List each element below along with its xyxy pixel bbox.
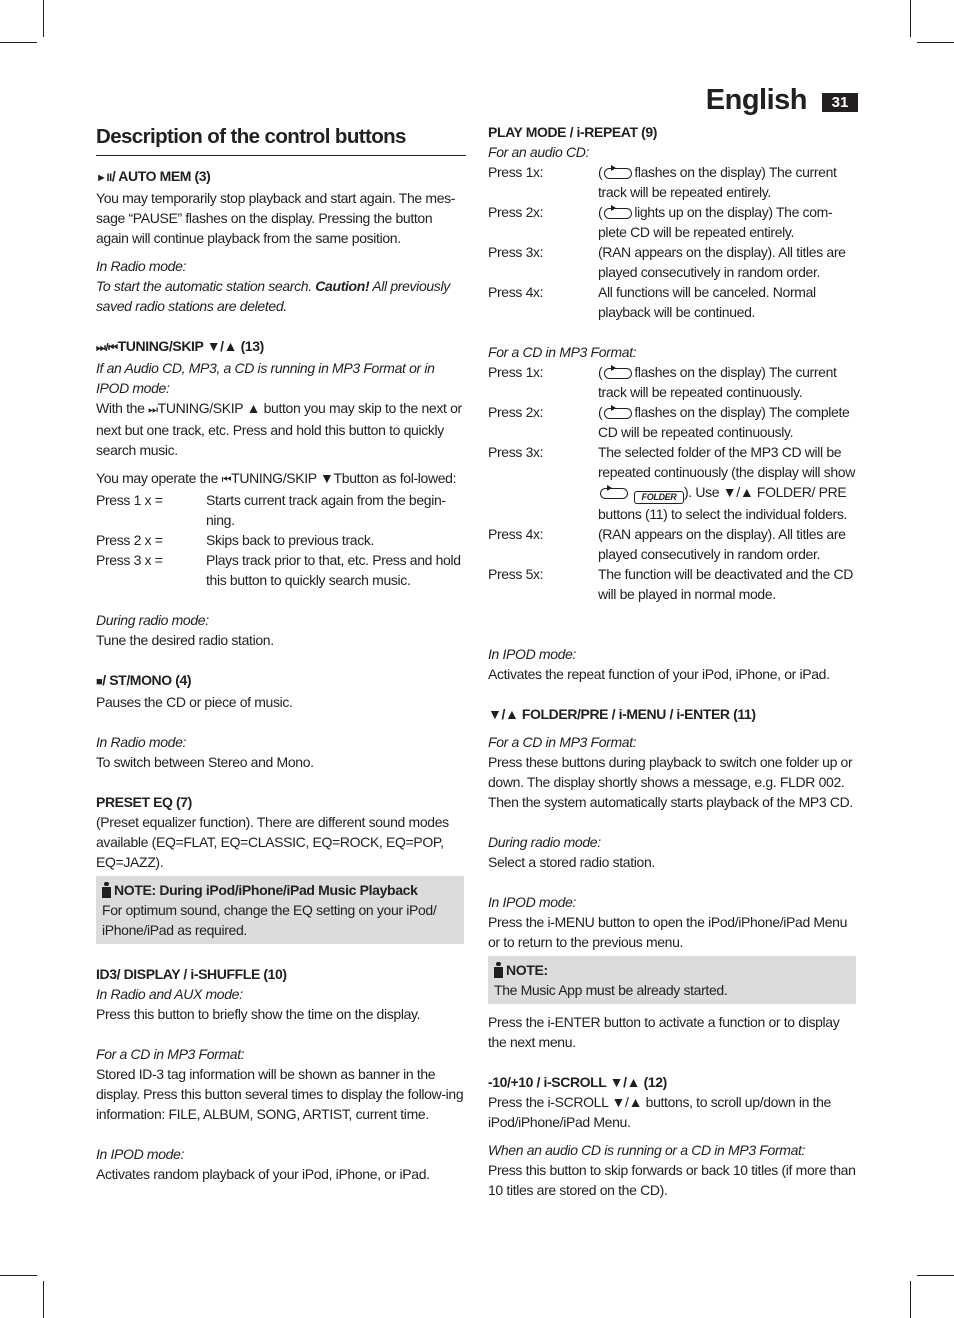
crop-mark (43, 1281, 44, 1318)
folder-radio-text: Select a stored radio station. (488, 854, 655, 870)
tuning-intro: If an Audio CD, MP3, a CD is running in MP3 Format or in IPOD mode: (96, 360, 435, 396)
folder-mp3-text: Press these buttons during playback to switch one folder up or down. The display shortly shows a message, e.g. FLDR 002. Then the system automatically starts playback of the MP3 CD. (488, 754, 853, 810)
info-icon (102, 882, 111, 898)
crop-mark (43, 0, 44, 37)
playmode-audio-label: For an audio CD: (488, 144, 590, 160)
playmode-mp3-label: For a CD in MP3 Format: (488, 344, 637, 360)
press-row: Press 4x: All functions will be canceled. Normal playback will be continued. (488, 284, 816, 320)
tuning-operate-text: You may operate the ⏮TUNING/SKIP ▼Tbutton as fol-lowed: (96, 470, 457, 486)
preset-body: (Preset equalizer function). There are different sound modes available (EQ=FLAT, EQ=CLASSIC, EQ=ROCK, EQ=POP, EQ=JAZZ). (96, 814, 449, 870)
tuning-heading: ⏭/⏮TUNING/SKIP ▼/▲ (13) (96, 338, 264, 354)
folder-note: NOTE: The Music App must be already started. (488, 956, 856, 1004)
stmono-radio-text: To switch between Stereo and Mono. (96, 754, 314, 770)
press-row: Press 2x: ( lights up on the display) The com-plete CD will be repeated entirely. (488, 204, 833, 240)
id3-radio-text: Press this button to briefly show the time on the display. (96, 1006, 421, 1022)
press-row: Press 3x: The selected folder of the MP3 CD will be repeated continuously (the display will show FOLDER ). Use ▼/▲ FOLDER/ PRE buttons (11) to select the individual folders. (488, 444, 855, 522)
preset-heading: PRESET EQ (7) (96, 794, 192, 810)
playmode-ipod-label: In IPOD mode: (488, 646, 577, 662)
press-row: Press 2x: ( flashes on the display) The complete CD will be repeated continuously. (488, 404, 850, 440)
press-row: Press 2 x = Skips back to previous track. (96, 532, 375, 548)
id3-mp3-label: For a CD in MP3 Format: (96, 1046, 245, 1062)
id3-mp3-text: Stored ID-3 tag information will be shown as banner in the display. Press this button several times to display the follow-ing information: FILE, ALBUM, SONG, ARTIST, current time. (96, 1066, 464, 1122)
folder-enter-text: Press the i-ENTER button to activate a function or to display the next menu. (488, 1014, 840, 1050)
auto-mem-radio-text: To start the automatic station search. Caution! All previously saved radio stations are deleted. (96, 278, 450, 314)
crop-mark (0, 1275, 37, 1276)
auto-mem-body: You may temporarily stop playback and start again. The mes-sage “PAUSE” flashes on the display. Pressing the button again will continue playback from the same position. (96, 190, 456, 246)
language-heading: English (705, 84, 807, 116)
folder-note-body: The Music App must be already started. (494, 982, 728, 998)
press-row: Press 5x: The function will be deactivated and the CD will be played in normal mode. (488, 566, 853, 602)
preset-note-body: For optimum sound, change the EQ setting on your iPod/ iPhone/iPad as required. (102, 902, 437, 938)
folder-ipod-text: Press the i-MENU button to open the iPod/iPhone/iPad Menu or to return to the previous menu. (488, 914, 848, 950)
repeat-folder-icon (600, 488, 628, 499)
auto-mem-radio-label: In Radio mode: (96, 258, 187, 274)
stop-icon: ■ (96, 676, 103, 688)
press-row: Press 3 x = Plays track prior to that, etc. Press and hold this button to quickly search music. (96, 552, 461, 588)
scroll-cd-text: Press this button to skip forwards or back 10 titles (if more than 10 titles are stored on the CD). (488, 1162, 856, 1198)
folder-icon: FOLDER (634, 491, 684, 504)
crop-mark (0, 42, 37, 43)
folder-ipod-label: In IPOD mode: (488, 894, 577, 910)
crop-mark (917, 42, 954, 43)
press-row: Press 1x: ( flashes on the display) The current track will be repeated continuously. (488, 364, 837, 400)
playmode-ipod-text: Activates the repeat function of your iPod, iPhone, or iPad. (488, 666, 830, 682)
right-column (488, 122, 858, 1200)
left-column (96, 122, 466, 1184)
playmode-heading: PLAY MODE / i-REPEAT (9) (488, 124, 658, 140)
scroll-body: Press the i-SCROLL ▼/▲ buttons, to scroll up/down in the iPod/iPhone/iPad Menu. (488, 1094, 831, 1130)
skip-icon: ⏭/⏮ (96, 342, 118, 354)
crop-mark (910, 1281, 911, 1318)
id3-ipod-text: Activates random playback of your iPod, iPhone, or iPad. (96, 1166, 430, 1182)
folder-heading: ▼/▲ FOLDER/PRE / i-MENU / i-ENTER (11) (488, 706, 756, 722)
skip-next-icon: ⏭ (148, 404, 158, 416)
scroll-heading: -10/+10 / i-SCROLL ▼/▲ (12) (488, 1074, 667, 1090)
repeat-one-icon (604, 368, 632, 379)
tuning-radio-text: Tune the desired radio station. (96, 632, 274, 648)
press-row: Press 4x: (RAN appears on the display). All titles are played consecutively in random order. (488, 526, 846, 562)
info-icon (494, 962, 503, 978)
tuning-skip-text: With the ⏭TUNING/SKIP ▲ button you may skip to the next or next but one track, etc. Press and hold this button to quickly search music. (96, 400, 462, 458)
id3-radio-label: In Radio and AUX mode: (96, 986, 243, 1002)
tuning-radio-label: During radio mode: (96, 612, 209, 628)
folder-radio-label: During radio mode: (488, 834, 601, 850)
stmono-heading: ■/ ST/MONO (4) (96, 672, 192, 688)
press-row: Press 1x: ( flashes on the display) The current track will be repeated entirely. (488, 164, 837, 200)
crop-mark (917, 1275, 954, 1276)
preset-note: NOTE: During iPod/iPhone/iPad Music Playback For optimum sound, change the EQ setting on your iPod/ iPhone/iPad as required. (96, 876, 464, 944)
id3-ipod-label: In IPOD mode: (96, 1146, 185, 1162)
scroll-cd-label: When an audio CD is running or a CD in MP3 Format: (488, 1142, 806, 1158)
auto-mem-heading: ►II/ AUTO MEM (3) (96, 168, 211, 184)
repeat-all-icon (604, 208, 632, 219)
section-title: Description of the control buttons (96, 122, 466, 156)
stmono-body: Pauses the CD or piece of music. (96, 694, 293, 710)
press-row: Press 1 x = Starts current track again from the begin-ning. (96, 492, 446, 528)
page-number: 31 (822, 93, 858, 112)
press-row: Press 3x: (RAN appears on the display). All titles are played consecutively in random order. (488, 244, 846, 280)
crop-mark (910, 0, 911, 37)
id3-heading: ID3/ DISPLAY / i-SHUFFLE (10) (96, 966, 287, 982)
repeat-one-icon (604, 168, 632, 179)
folder-mp3-label: For a CD in MP3 Format: (488, 734, 637, 750)
skip-prev-icon: ⏮ (221, 474, 232, 486)
repeat-all-icon (604, 408, 632, 419)
stmono-radio-label: In Radio mode: (96, 734, 187, 750)
play-pause-icon: ►II (96, 172, 112, 184)
